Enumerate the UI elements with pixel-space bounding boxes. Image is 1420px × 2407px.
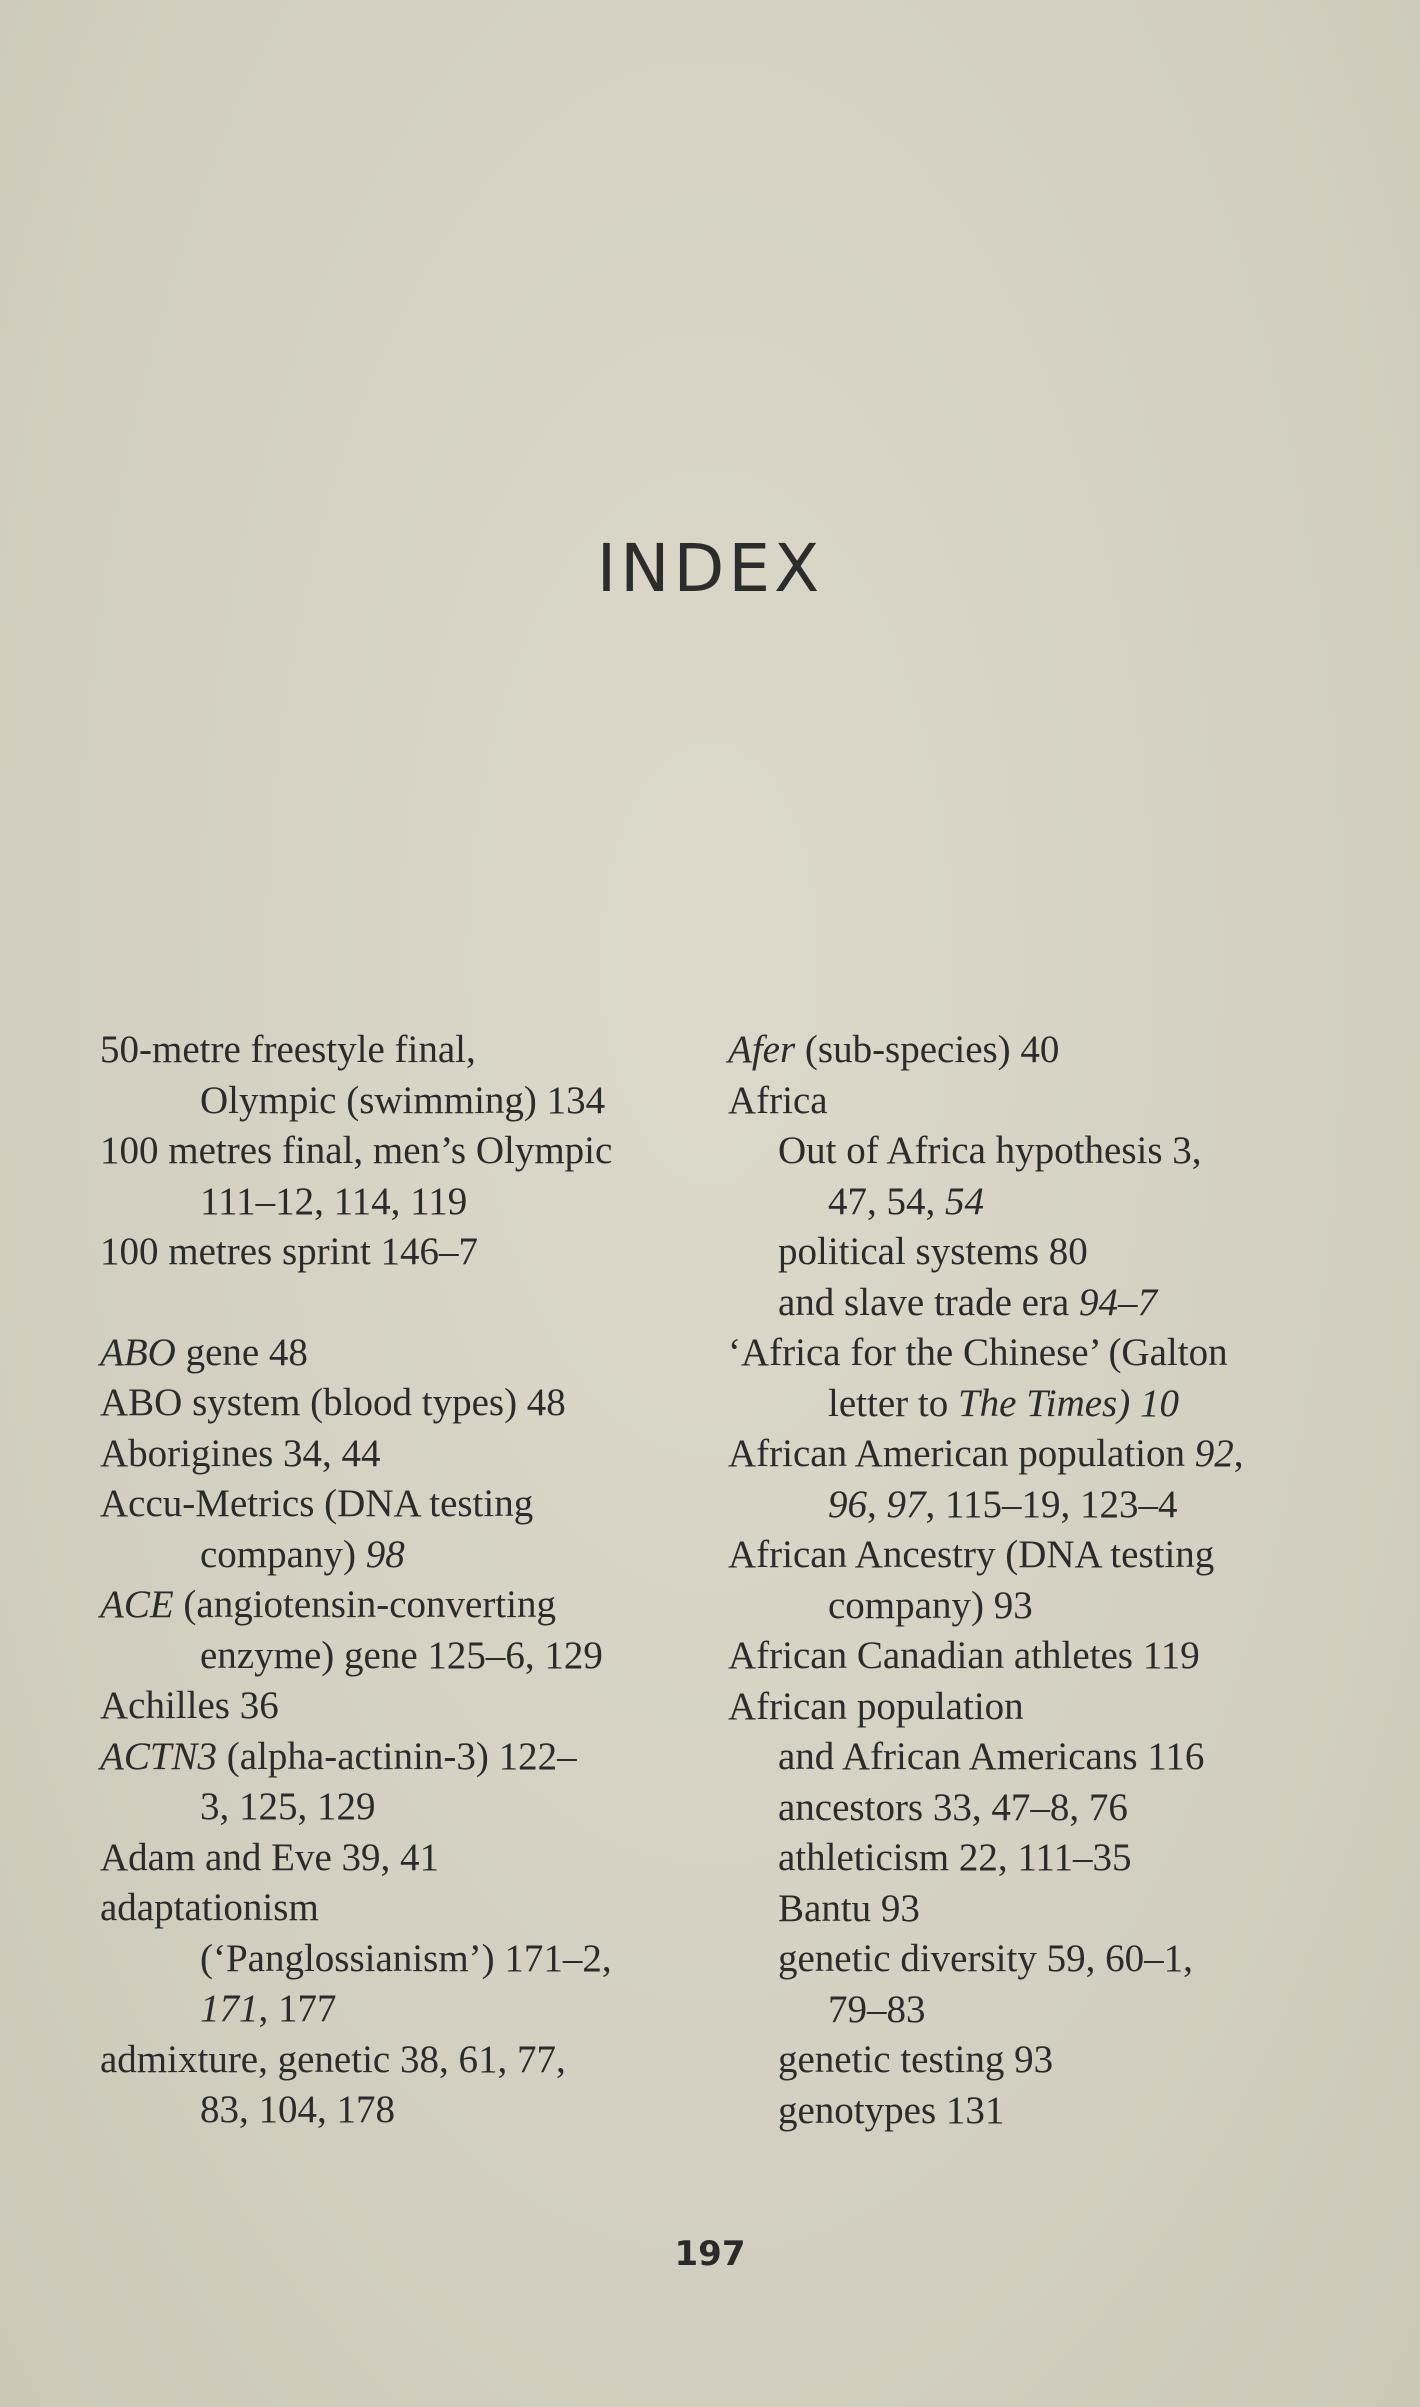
index-text: Aborigines 34, 44: [100, 1431, 381, 1475]
index-subentry-line: [728, 1379, 1368, 1430]
index-entry-line: [100, 2035, 700, 2086]
index-text: 47, 54,: [828, 1179, 945, 1223]
index-text: , 115–19, 123–4: [925, 1482, 1178, 1526]
index-subentry-line: [100, 1934, 700, 1985]
index-section-gap: [100, 1278, 700, 1328]
index-text: Out of Africa hypothesis 3,: [778, 1129, 1202, 1172]
index-text: (‘Panglossianism’) 171–2,: [200, 1936, 612, 1980]
index-text: (alpha-actinin-3) 122–: [217, 1734, 577, 1778]
index-subentry-line: [100, 1782, 700, 1833]
index-subentry-line: [728, 1732, 1368, 1783]
index-text: company): [200, 1532, 366, 1576]
index-text: Adam and Eve 39, 41: [100, 1835, 440, 1879]
index-subentry-line: [728, 1581, 1368, 1632]
index-subentry-line: [728, 1480, 1368, 1531]
index-italic-text: 92: [1194, 1432, 1234, 1475]
index-text: 111–12, 114, 119: [200, 1179, 468, 1223]
index-text: Olympic (swimming) 134: [200, 1078, 606, 1122]
index-text: ,: [1233, 1432, 1244, 1475]
index-text: African American population: [728, 1432, 1195, 1475]
index-text: and African Americans 116: [778, 1735, 1205, 1778]
index-text: enzyme) gene 125–6, 129: [200, 1633, 603, 1677]
index-text: admixture, genetic 38, 61, 77,: [100, 2037, 566, 2081]
index-entry-line: [100, 1833, 700, 1884]
index-text: Bantu 93: [778, 1886, 920, 1930]
index-subentry-line: [100, 1177, 700, 1228]
index-text: Africa: [728, 1078, 828, 1122]
index-text: African population: [728, 1684, 1024, 1728]
index-italic-text: 98: [365, 1532, 405, 1576]
index-text: ABO system (blood types) 48: [100, 1381, 566, 1424]
index-subentry-line: [728, 1985, 1368, 2036]
index-text: company) 93: [828, 1583, 1033, 1627]
index-text: adaptationism: [100, 1886, 319, 1929]
index-italic-text: ACE: [100, 1583, 174, 1626]
index-text: 3, 125, 129: [200, 1785, 376, 1828]
index-text: African Ancestry (DNA testing: [728, 1533, 1215, 1576]
index-entry-line: [728, 1025, 1368, 1076]
index-subentry-line: [100, 1984, 700, 2035]
index-text: 100 metres final, men’s Olympic: [100, 1129, 613, 1172]
index-column-left: [100, 1025, 700, 2136]
index-entry-line: [100, 1883, 700, 1934]
index-entry-line: [100, 1227, 700, 1278]
index-italic-text: 171: [200, 1987, 259, 2030]
index-italic-text: 94–7: [1079, 1280, 1157, 1324]
index-text: letter to: [828, 1381, 958, 1425]
index-text: ancestors 33, 47–8, 76: [778, 1785, 1128, 1829]
index-italic-text: 10: [1139, 1381, 1179, 1425]
index-text: athleticism 22, 111–35: [778, 1836, 1132, 1879]
index-entry-line: [100, 1479, 700, 1530]
index-subentry-line: [728, 1934, 1368, 1985]
index-text: ,: [867, 1482, 887, 1526]
index-italic-text: The Times): [957, 1381, 1131, 1425]
index-text: 50-metre freestyle final,: [100, 1028, 476, 1071]
index-column-right: [728, 1025, 1368, 2136]
index-text: [1130, 1382, 1140, 1425]
index-entry-line: [100, 1681, 700, 1732]
index-entry-line: [100, 1580, 700, 1631]
index-text: 79–83: [828, 1987, 926, 2031]
index-italic-text: 96: [828, 1482, 867, 1526]
index-text: political systems 80: [778, 1230, 1088, 1273]
index-italic-text: 54: [945, 1179, 984, 1223]
index-text: genotypes 131: [778, 2088, 1005, 2132]
index-entry-line: [728, 1682, 1368, 1733]
index-text: and slave trade era: [778, 1280, 1079, 1324]
index-text: , 177: [258, 1987, 337, 2030]
index-entry-line: [100, 1126, 700, 1177]
index-subentry-line: [728, 1884, 1368, 1935]
index-subentry-line: [728, 1783, 1368, 1834]
index-text: Achilles 36: [100, 1684, 279, 1727]
index-text: ‘Africa for the Chinese’ (Galton: [728, 1331, 1228, 1374]
index-entry-line: [728, 1429, 1368, 1480]
index-text: 83, 104, 178: [200, 2088, 395, 2131]
index-subentry-line: [728, 1278, 1368, 1329]
index-text: 100 metres sprint 146–7: [100, 1230, 479, 1273]
index-entry-line: [100, 1732, 700, 1783]
index-subentry-line: [728, 1833, 1368, 1884]
index-subentry-line: [728, 2035, 1368, 2086]
index-italic-text: Afer: [728, 1028, 796, 1071]
index-text: (angiotensin-converting: [173, 1583, 556, 1626]
index-entry-line: [100, 1328, 700, 1379]
index-entry-line: [728, 1076, 1368, 1127]
index-subentry-line: [728, 2086, 1368, 2137]
index-italic-text: 97: [886, 1482, 926, 1526]
index-subentry-line: [100, 2085, 700, 2136]
index-entry-line: [728, 1328, 1368, 1379]
index-text: African Canadian athletes 119: [728, 1634, 1200, 1677]
index-subentry-line: [728, 1227, 1368, 1278]
index-text: gene 48: [175, 1330, 308, 1374]
index-italic-text: ABO: [100, 1330, 176, 1374]
index-subentry-line: [728, 1177, 1368, 1228]
index-text: genetic testing 93: [778, 2038, 1054, 2081]
index-entry-line: [100, 1378, 700, 1429]
index-subentry-line: [728, 1126, 1368, 1177]
index-subentry-line: [100, 1076, 700, 1127]
index-subentry-line: [100, 1631, 700, 1682]
index-text: Accu-Metrics (DNA testing: [100, 1482, 534, 1525]
index-text: (sub-species) 40: [795, 1028, 1060, 1071]
index-entry-line: [100, 1025, 700, 1076]
page-number: 197: [674, 2234, 746, 2274]
index-entry-line: [100, 1429, 700, 1480]
index-italic-text: ACTN3: [100, 1734, 218, 1778]
index-entry-line: [728, 1631, 1368, 1682]
index-subentry-line: [100, 1530, 700, 1581]
index-heading: INDEX: [596, 530, 824, 607]
index-text: genetic diversity 59, 60–1,: [778, 1937, 1193, 1980]
index-entry-line: [728, 1530, 1368, 1581]
